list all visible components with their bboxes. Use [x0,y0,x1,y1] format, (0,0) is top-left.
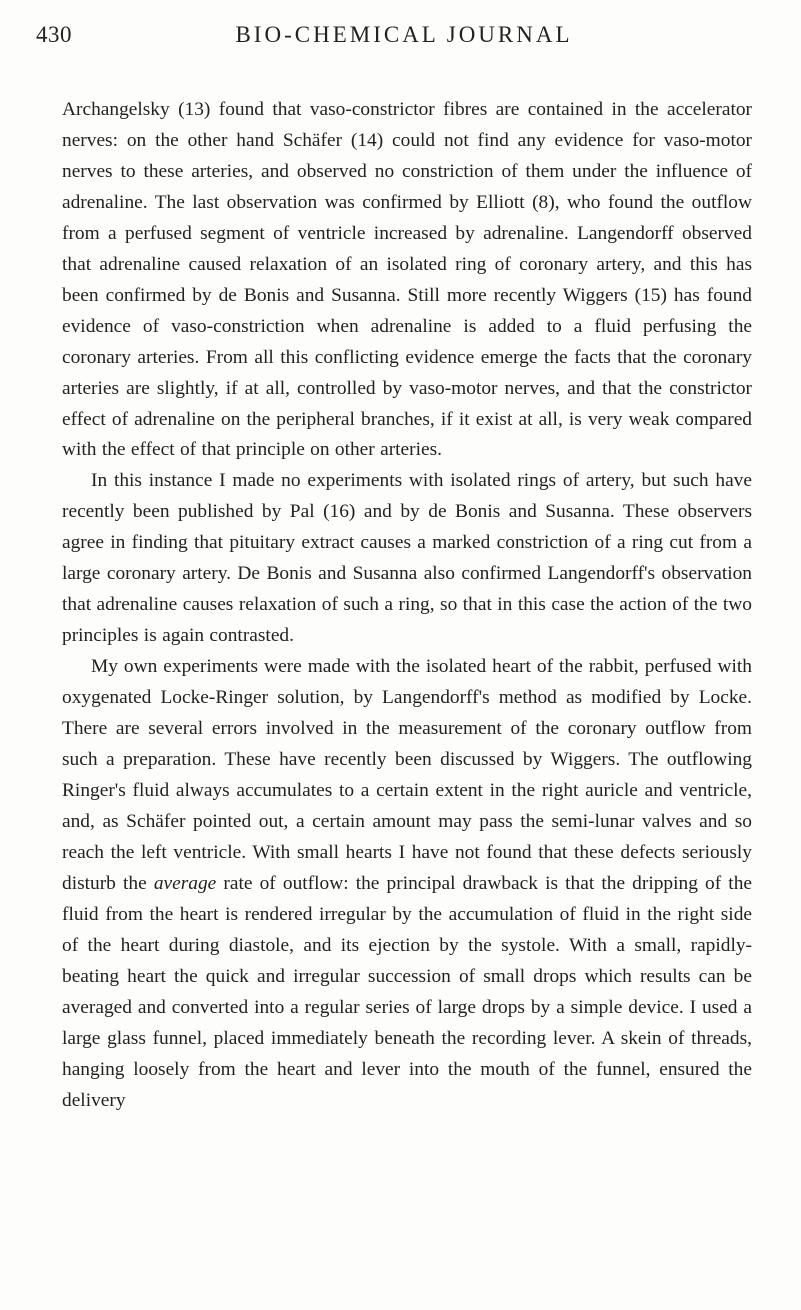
journal-title: BIO-CHEMICAL JOURNAL [235,22,573,47]
paragraph-2: In this instance I made no experiments with isolated rings of artery, but such have recently been published by Pal (16) and by de Bonis and Susanna. These observers agree in finding that pituitary extract causes a marked constriction of a ring cut from a large coronary artery. De Bonis and Susanna also confirmed Langendorff's observation that adrenaline causes relaxation of such a ring, so that in this case the action of the two principles is again contrasted. [62,470,752,647]
page-number: 430 [36,22,72,47]
paragraph-3-part-2: rate of outflow: the principal drawback is that the dripping of the fluid from the heart is rendered irregular by the accumulation of fluid in the right side of the heart during diastole, and its ejection by the systole. With a small, rapidly-beating heart the quick and irregular succession of small drops which results can be averaged and converted into a regular series of large drops by a simple device. I used a large glass funnel, placed immediately beneath the recording lever. A skein of threads, hanging loosely from the heart and lever into the mouth of the funnel, ensured the delivery [62,872,752,1111]
italic-average: average [153,872,217,894]
paragraph-1: Archangelsky (13) found that vaso-constrictor fibres are contained in the accelerator nerves: on the other hand Schäfer (14) could not find any evidence for vaso-motor nerves to these arteries, and observed no constriction of them under the influence of adrenaline. The last observation was confirmed by Elliott (8), who found the outflow from a perfused segment of ventricle increased by adrenaline. Langendorff observed that adrenaline caused relaxation of an isolated ring of coronary artery, and this has been confirmed by de Bonis and Susanna. Still more recently Wiggers (15) has found evidence of vaso-constriction when adrenaline is added to a fluid perfusing the coronary arteries. From all this conflicting evidence emerge the facts that the coronary arteries are slightly, if at all, controlled by vaso-motor nerves, and that the constrictor effect of adrenaline on the peripheral branches, if it exist at all, is very weak compared with the effect of that principle on other arteries. [62,99,752,461]
body-text [62,95,752,1116]
paragraph-3-part-1: My own experiments were made with the isolated heart of the rabbit, perfused with oxygenated Locke-Ringer solution, by Langendorff's method as modified by Locke. There are several errors involved in the measurement of the coronary outflow from such a preparation. These have recently been discussed by Wiggers. The outflowing Ringer's fluid always accumulates to a certain extent in the right auricle and ventricle, and, as Schäfer pointed out, a certain amount may pass the semi-lunar valves and so reach the left ventricle. With small hearts I have not found that these defects seriously disturb the [62,656,752,894]
paragraph-3 [62,652,752,1116]
running-head [36,22,772,62]
